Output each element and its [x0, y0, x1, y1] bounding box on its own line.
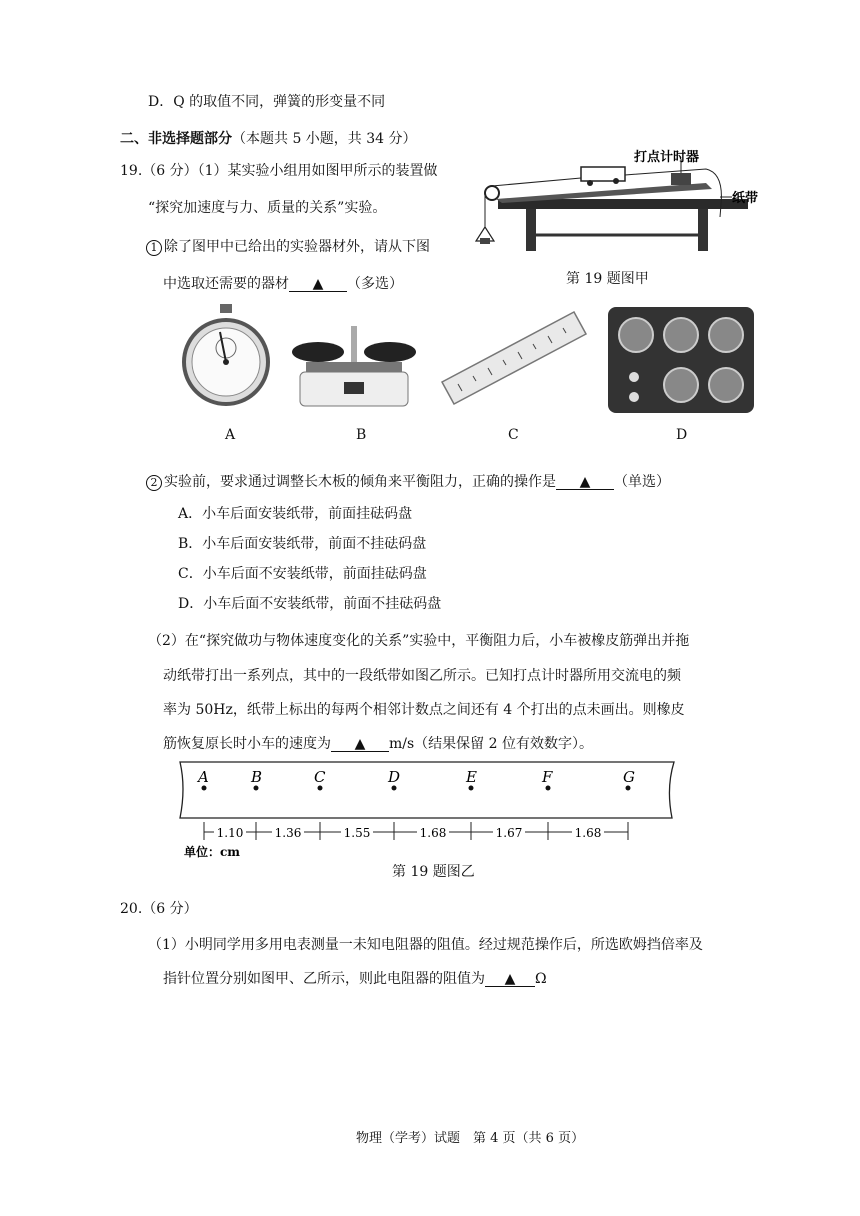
- section-note: （本题共 5 小题，共 34 分）: [232, 131, 417, 147]
- section-heading: [120, 128, 417, 148]
- choice-label-d: D: [676, 427, 688, 443]
- q19-number: 19.（6 分）: [120, 163, 198, 179]
- q19-part2-line3: 率为 50Hz，纸带上标出的每两个相邻计数点之间还有 4 个打出的点未画出。则橡皮: [163, 702, 685, 718]
- figure-jia-apparatus: [466, 145, 766, 263]
- answer-blank-3[interactable]: ▲: [331, 737, 389, 752]
- q19-sub1-b: 中选取还需要的器材: [163, 276, 289, 292]
- tape-distance-ab: 1.10: [216, 826, 244, 840]
- ruler-icon: [438, 302, 588, 414]
- q19-sub2-option-b: B．小车后面安装纸带，前面不挂砝码盘: [178, 536, 427, 552]
- section-title: 二、非选择题部分: [120, 131, 232, 147]
- tape-distance-cd: 1.55: [343, 826, 371, 840]
- figure-jia-caption: 第 19 题图甲: [566, 271, 649, 287]
- tape-distance-ef: 1.67: [495, 826, 523, 840]
- tape-distance-de: 1.68: [419, 826, 447, 840]
- choice-label-c: C: [508, 427, 519, 443]
- prev-option-d: D．Q 的取值不同，弹簧的形变量不同: [148, 94, 386, 110]
- choice-label-b: B: [356, 427, 367, 443]
- q19-part2-l4a: 筋恢复原长时小车的速度为: [163, 736, 331, 752]
- tape-distance-fg: 1.68: [574, 826, 602, 840]
- tape-point-label-d: D: [388, 768, 401, 786]
- tape-point-label-f: F: [542, 768, 553, 786]
- circled-number-2: 2: [146, 475, 162, 491]
- q19-part2-line1: （2）在“探究做功与物体速度变化的关系”实验中，平衡阻力后，小车被橡皮筋弹出并拖: [148, 633, 690, 649]
- tape-point-label-c: C: [314, 768, 326, 786]
- balance-scale-icon: [290, 318, 418, 416]
- q19-line1: [120, 160, 438, 180]
- tape-point-label-a: A: [198, 768, 209, 786]
- answer-blank-4[interactable]: ▲: [485, 972, 535, 987]
- q20-l2b: Ω: [535, 971, 547, 987]
- tape-point-label-b: B: [251, 768, 263, 786]
- q19-part2-l4b: m/s（结果保留 2 位有效数字）。: [389, 736, 593, 752]
- q20-l2a: 指针位置分别如图甲、乙所示，则此电阻器的阻值为: [163, 971, 485, 987]
- tape-distance-bc: 1.36: [274, 826, 302, 840]
- page-footer: 物理（学考）试题 第 4 页（共 6 页）: [356, 1131, 585, 1146]
- q20-line2: [163, 968, 547, 988]
- answer-blank-2[interactable]: ▲: [556, 475, 614, 490]
- q19-part1-b: “探究加速度与力、质量的关系”实验。: [148, 200, 387, 216]
- q19-part2-line4: [163, 733, 593, 753]
- q19-sub2-tail: （单选）: [614, 474, 670, 490]
- resistance-box-icon: [606, 305, 756, 415]
- q19-sub1-a: 除了图甲中已给出的实验器材外，请从下图: [164, 239, 430, 255]
- tape-point-label-e: E: [466, 768, 477, 786]
- answer-blank-1[interactable]: ▲: [289, 277, 347, 292]
- q19-sub2-line: [146, 471, 670, 491]
- stopwatch-icon: [180, 302, 272, 414]
- q19-sub1-tail: （多选）: [347, 276, 403, 292]
- tape-unit: 单位：cm: [184, 845, 241, 859]
- circled-number-1: 1: [146, 240, 162, 256]
- tape-point-label-g: G: [623, 768, 635, 786]
- q19-part1-a: （1）某实验小组用如图甲所示的装置做: [197, 163, 438, 179]
- q19-sub2-option-c: C．小车后面不安装纸带，前面挂砝码盘: [178, 566, 427, 582]
- figure-yi-caption: 第 19 题图乙: [392, 864, 475, 880]
- q20-number: 20.（6 分）: [120, 901, 198, 917]
- label-timer: 打点计时器: [634, 150, 700, 165]
- q19-sub1-line1: [146, 236, 430, 256]
- q19-sub2-question: 实验前，要求通过调整长木板的倾角来平衡阻力，正确的操作是: [164, 474, 556, 490]
- q19-part2-line2: 动纸带打出一系列点，其中的一段纸带如图乙所示。已知打点计时器所用交流电的频: [163, 668, 681, 684]
- q19-sub2-option-a: A．小车后面安装纸带，前面挂砝码盘: [178, 506, 413, 522]
- figure-yi-tape: [172, 758, 682, 860]
- q19-sub1-line2: [163, 273, 403, 293]
- label-tape: 纸带: [732, 191, 759, 206]
- choice-label-a: A: [225, 427, 236, 443]
- q19-sub2-option-d: D．小车后面不安装纸带，前面不挂砝码盘: [178, 596, 442, 612]
- q20-line1: （1）小明同学用多用电表测量一未知电阻器的阻值。经过规范操作后，所选欧姆挡倍率及: [148, 937, 703, 953]
